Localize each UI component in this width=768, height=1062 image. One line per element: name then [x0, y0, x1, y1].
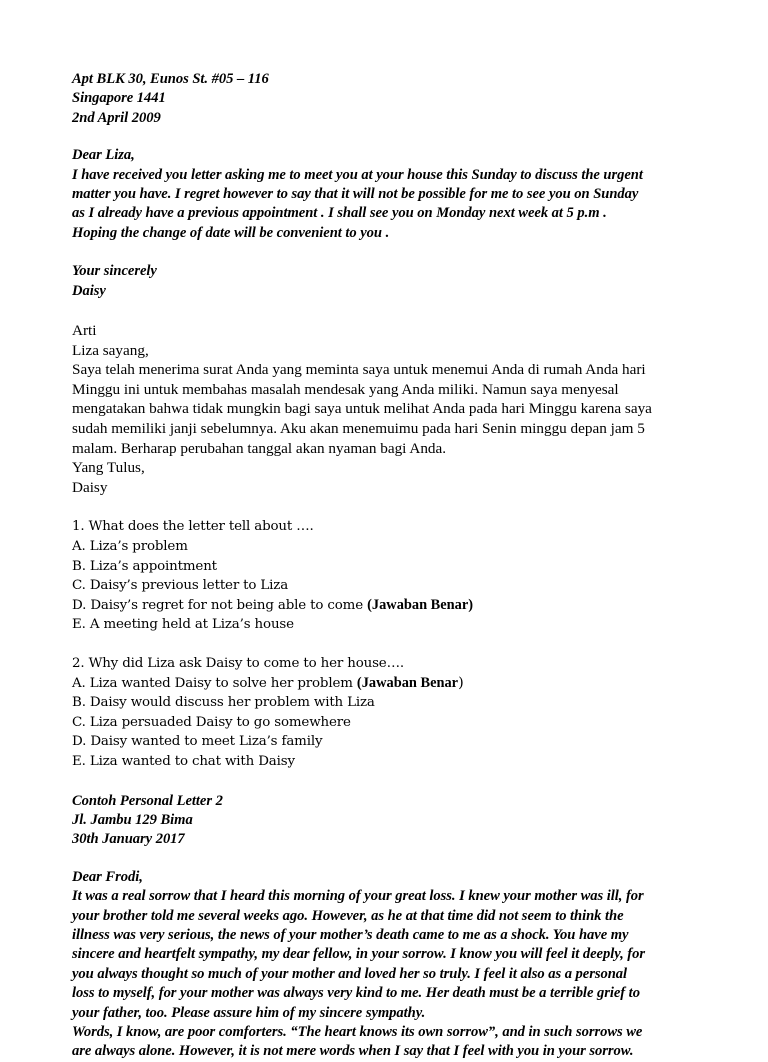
option-letter: D. — [72, 734, 87, 750]
letter2-body-line-7: your father, too. Please assure him of my sincere sympathy. — [72, 1004, 426, 1021]
option-letter: A. — [72, 675, 86, 691]
spacer — [72, 497, 685, 517]
question-1-prompt — [72, 517, 685, 537]
question-2-option-b[interactable] — [72, 693, 685, 713]
letter2-date: 30th January 2017 — [72, 831, 185, 848]
option-text: Liza’s problem — [89, 539, 188, 554]
letter1-signature: Daisy — [72, 282, 106, 299]
translation-body-line-5: malam. Berharap perubahan tanggal akan nyaman bagi Anda. — [72, 439, 447, 457]
letter2-heading-block — [72, 792, 685, 850]
close-paren: ) — [468, 596, 474, 613]
spacer — [72, 301, 685, 321]
letter1-closing: Your sincerely — [72, 263, 157, 280]
letter1-salutation: Dear Liza, — [72, 147, 135, 164]
letter1-date: 2nd April 2009 — [72, 109, 161, 126]
translation-body-line-4: sudah memiliki janji sebelumnya. Aku akan menemuimu pada hari Senin minggu depan jam 5 — [72, 420, 645, 438]
translation-block — [72, 321, 685, 497]
question-2-text: Why did Liza ask Daisy to come to her house…. — [88, 655, 404, 671]
translation-signature: Daisy — [72, 478, 108, 496]
option-letter: A. — [72, 539, 86, 554]
option-letter: E. — [72, 753, 86, 769]
question-1-block — [72, 517, 685, 635]
spacer — [72, 772, 685, 792]
answer-label: Jawaban Benar — [361, 674, 459, 691]
question-2-number: 2. — [72, 655, 85, 671]
question-2-option-c[interactable] — [72, 713, 685, 733]
letter1-body-line-1: I have received you letter asking me to meet you at your house this Sunday to discuss the urgent — [72, 166, 643, 183]
translation-body-line-2: Minggu ini untuk membahas masalah mendesak yang Anda miliki. Namun saya menyesal — [72, 380, 619, 398]
question-2-option-e[interactable] — [72, 752, 685, 772]
option-text: Daisy’s previous letter to Liza — [89, 578, 289, 594]
option-letter: E. — [72, 617, 86, 633]
option-text: A meeting held at Liza’s house — [89, 617, 294, 633]
letter1-body-block — [72, 146, 685, 243]
letter2-body-line-8: Words, I know, are poor comforters. “The heart knows its own sorrow”, and in such sorrows we — [72, 1024, 643, 1040]
translation-body-line-1: Saya telah menerima surat Anda yang meminta saya untuk menemui Anda di rumah Anda hari — [72, 361, 646, 379]
letter2-body-line-2: your brother told me several weeks ago. However, as he at that time did not seem to think the — [72, 907, 624, 924]
letter1-address-line-1: Apt BLK 30, Eunos St. #05 – 116 — [72, 71, 269, 87]
option-letter: B. — [72, 558, 86, 574]
spacer — [72, 243, 685, 262]
question-2-option-d[interactable] — [72, 732, 685, 752]
translation-heading: Arti — [72, 322, 97, 340]
translation-body-line-3: mengatakan bahwa tidak mungkin bagi saya untuk melihat Anda pada hari Minggu karena saya — [72, 400, 652, 418]
spacer — [72, 850, 685, 868]
option-text: Liza’s appointment — [89, 558, 217, 574]
option-letter: C. — [72, 714, 86, 730]
letter1-closing-block — [72, 262, 685, 301]
option-text: Daisy wanted to meet Liza’s family — [90, 734, 323, 750]
letter2-address-line-1: Jl. Jambu 129 Bima — [72, 811, 193, 828]
spacer — [72, 635, 685, 654]
spacer — [72, 128, 685, 146]
question-1-option-d[interactable] — [72, 596, 685, 616]
letter2-salutation: Dear Frodi, — [72, 868, 143, 885]
letter2-body-line-5: you always thought so much of your mother and loved her so truly. I feel it also as a personal — [72, 965, 628, 982]
option-text: Daisy’s regret for not being able to come — [90, 597, 363, 613]
letter2-heading: Contoh Personal Letter 2 — [72, 792, 223, 809]
letter2-body-line-3: illness was very serious, the news of your mother’s death came to me as a shock. You have my — [72, 926, 629, 943]
option-letter: C. — [72, 578, 86, 594]
open-paren: ( — [367, 596, 372, 613]
open-paren: ( — [356, 674, 362, 691]
close-paren: ) — [458, 674, 464, 691]
letter2-body-line-9: are always alone. However, it is not mere words when I say that I feel with you in your sorrow. — [72, 1043, 634, 1060]
letter2-body-line-4: sincere and heartfelt sympathy, my dear fellow, in your sorrow. I know you will feel it deeply, for — [72, 946, 645, 963]
letter2-body-line-1: It was a real sorrow that I heard this morning of your great loss. I knew your mother was ill, for — [72, 888, 644, 905]
option-text: Liza wanted to chat with Daisy — [89, 753, 295, 769]
correct-answer-badge — [367, 597, 473, 613]
question-1-option-c[interactable] — [72, 576, 685, 596]
option-text: Liza wanted Daisy to solve her problem — [89, 675, 353, 691]
translation-closing: Yang Tulus, — [72, 459, 145, 477]
question-2-option-a[interactable] — [72, 674, 685, 694]
letter1-address-line-2: Singapore 1441 — [72, 90, 166, 107]
option-text: Daisy would discuss her problem with Liza — [89, 695, 375, 711]
translation-salutation: Liza sayang, — [72, 341, 149, 359]
letter1-body-line-3: as I already have a previous appointment . I shall see you on Monday next week at 5 p.m . — [72, 205, 607, 222]
question-1-option-b[interactable] — [72, 557, 685, 577]
letter1-address-block — [72, 70, 685, 128]
option-letter: D. — [72, 597, 87, 613]
answer-label: Jawaban Benar — [371, 596, 469, 613]
question-1-number: 1. — [72, 519, 85, 535]
question-1-option-e[interactable] — [72, 615, 685, 635]
question-2-block — [72, 654, 685, 772]
question-1-option-a[interactable] — [72, 537, 685, 557]
correct-answer-badge — [357, 675, 464, 691]
letter2-body-block — [72, 868, 685, 1062]
question-2-prompt — [72, 654, 685, 674]
letter1-body-line-2: matter you have. I regret however to say that it will not be possible for me to see you on Sunday — [72, 186, 639, 203]
option-text: Liza persuaded Daisy to go somewhere — [89, 714, 351, 730]
letter2-body-line-6: loss to myself, for your mother was always very kind to me. Her death must be a terrible grief to — [72, 985, 640, 1002]
question-1-text: What does the letter tell about …. — [88, 519, 314, 535]
letter1-body-line-4: Hoping the change of date will be convenient to you . — [72, 224, 390, 241]
option-letter: B. — [72, 695, 86, 711]
